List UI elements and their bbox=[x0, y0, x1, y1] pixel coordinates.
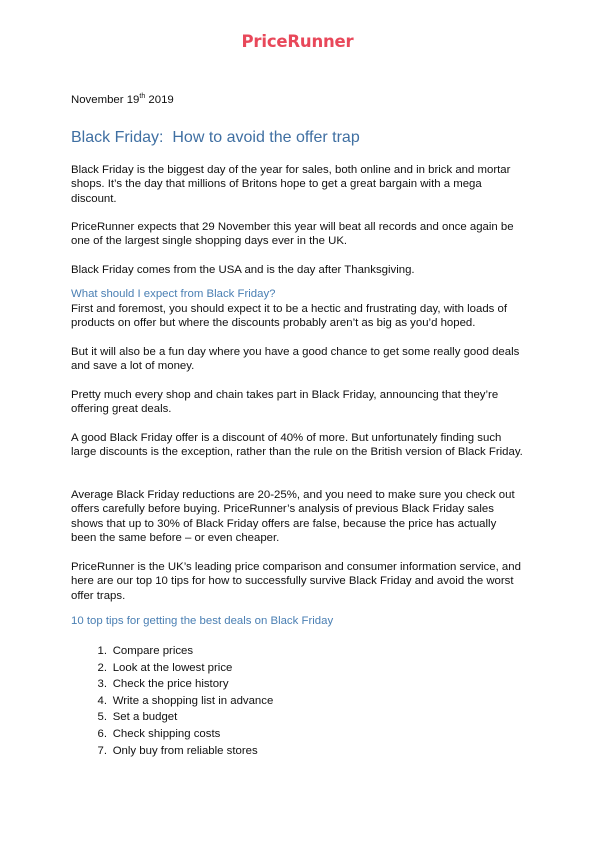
list-item bbox=[89, 709, 273, 726]
list-item-text: Only buy from reliable stores bbox=[112, 744, 258, 757]
header bbox=[0, 32, 595, 52]
list-item-text: Compare prices bbox=[112, 645, 194, 657]
expect-paragraph-4: A good Black Friday offer is a discount of 40% of more. But unfortunately finding such large discounts is the exception, rather than the rule on the British version of Black Friday. bbox=[71, 432, 523, 459]
list-item bbox=[89, 676, 273, 693]
date-day-month: November 19 bbox=[71, 94, 140, 106]
list-item bbox=[89, 743, 273, 760]
list-item bbox=[89, 693, 273, 710]
section-heading-expect: What should I expect from Black Friday? bbox=[71, 288, 276, 300]
document-date bbox=[71, 93, 174, 107]
expect-paragraph-6: PriceRunner is the UK’s leading price comparison and consumer information service, and here are our top 10 tips for how to successfully survive Black Friday and avoid the worst offer traps. bbox=[71, 561, 521, 602]
list-item-number: 1. bbox=[97, 645, 107, 657]
list-item bbox=[89, 643, 273, 660]
list-item-number: 7. bbox=[97, 744, 107, 757]
list-item-number: 2. bbox=[97, 661, 107, 674]
section-heading-tips: 10 top tips for getting the best deals on Black Friday bbox=[71, 615, 334, 627]
list-item-text: Look at the lowest price bbox=[112, 661, 233, 674]
list-item-number: 5. bbox=[97, 711, 107, 724]
list-item-number: 4. bbox=[97, 694, 107, 707]
list-item-text: Check shipping costs bbox=[112, 727, 221, 740]
list-item-number: 3. bbox=[97, 678, 107, 691]
intro-paragraph-3: Black Friday comes from the USA and is the day after Thanksgiving. bbox=[71, 264, 415, 276]
expect-paragraph-2: But it will also be a fun day where you have a good chance to get some really good deals and save a lot of money. bbox=[71, 346, 520, 373]
pricerunner-logo[interactable]: PriceRunner bbox=[241, 32, 354, 51]
tips-list bbox=[89, 643, 273, 759]
list-item-text: Set a budget bbox=[112, 711, 178, 724]
expect-paragraph-1: First and foremost, you should expect it to be a hectic and frustrating day, with loads of products on offer but where the discounts probably aren’t as big as you’d hoped. bbox=[71, 303, 508, 330]
intro-paragraph-1: Black Friday is the biggest day of the year for sales, both online and in brick and mortar shops. It’s the day that millions of Britons hope to get a great bargain with a mega discount. bbox=[71, 164, 511, 205]
expect-paragraph-3: Pretty much every shop and chain takes part in Black Friday, announcing that they’re offering great deals. bbox=[71, 389, 499, 416]
page-title: Black Friday: How to avoid the offer trap bbox=[71, 129, 360, 146]
date-suffix: th bbox=[139, 93, 146, 101]
expect-paragraph-5: Average Black Friday reductions are 20-25%, and you need to make sure you check out offers carefully before buying. PriceRunner’s analysis of previous Black Friday sales shows that up to 30% of Black Friday offers are false, because the price has actually been the same before – or even cheaper. bbox=[71, 489, 515, 544]
date-year: 2019 bbox=[145, 94, 174, 106]
list-item-text: Write a shopping list in advance bbox=[112, 694, 274, 707]
list-item-number: 6. bbox=[97, 727, 107, 740]
list-item-text: Check the price history bbox=[112, 678, 229, 691]
list-item bbox=[89, 660, 273, 677]
list-item bbox=[89, 726, 273, 743]
intro-paragraph-2: PriceRunner expects that 29 November this year will beat all records and once again be one of the largest single shopping days ever in the UK. bbox=[71, 221, 514, 248]
